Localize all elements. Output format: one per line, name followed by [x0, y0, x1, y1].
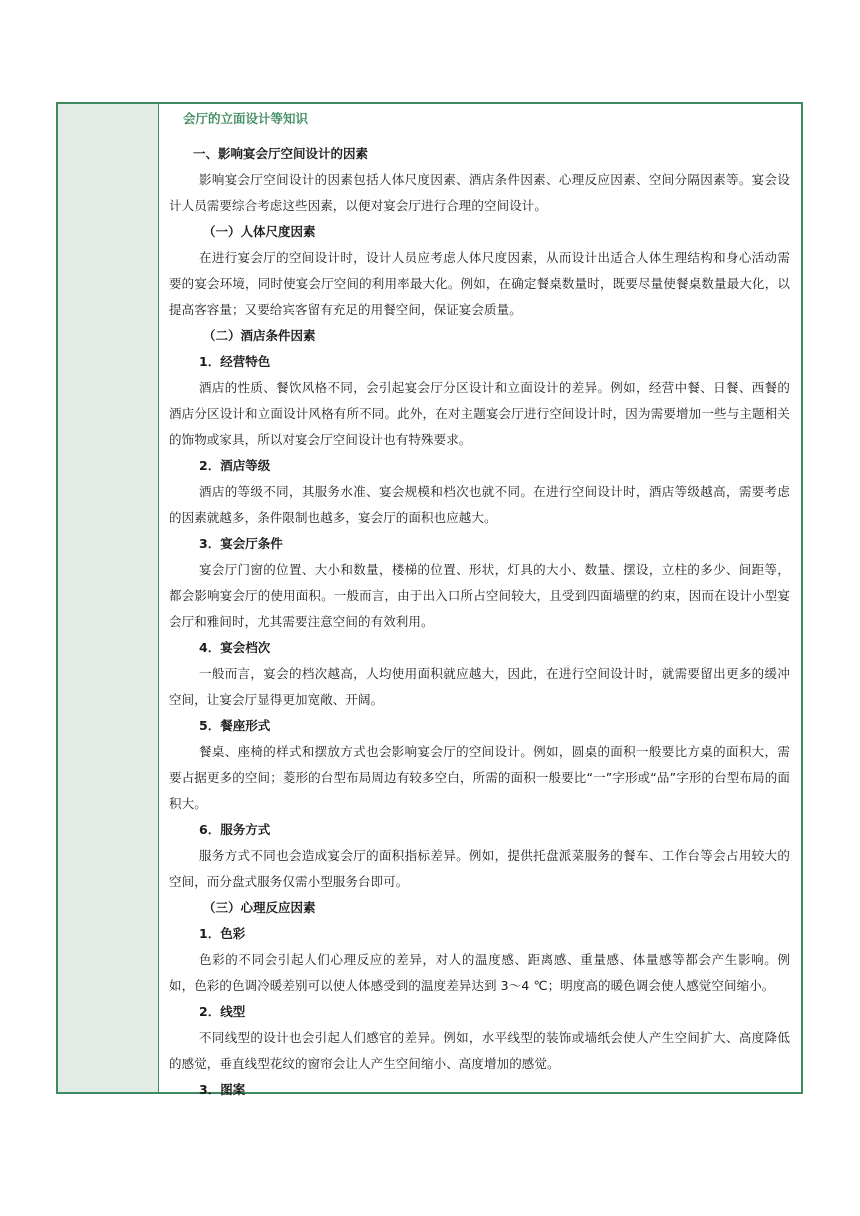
- paragraph: 餐桌、座椅的样式和摆放方式也会影响宴会厅的空间设计。例如，圆桌的面积一般要比方桌的面积大，需要占据更多的空间；菱形的台型布局周边有较多空白，所需的面积一般要比“一”字形或“品”字形的台型布局的面积大。: [169, 744, 790, 811]
- item-heading: 6．服务方式: [199, 822, 271, 837]
- side-column: [58, 104, 159, 1092]
- paragraph: 影响宴会厅空间设计的因素包括人体尺度因素、酒店条件因素、心理反应因素、空间分隔因素等。宴会设计人员需要综合考虑这些因素，以便对宴会厅进行合理的空间设计。: [169, 172, 790, 213]
- document-table: [56, 102, 803, 1097]
- item-heading: 1．经营特色: [199, 354, 271, 369]
- item-heading: 4．宴会档次: [199, 640, 271, 655]
- item-heading: 3．宴会厅条件: [199, 536, 283, 551]
- paragraph: 色彩的不同会引起人们心理反应的差异，对人的温度感、距离感、重量感、体量感等都会产生影响。例如，色彩的色调冷暖差别可以使人体感受到的温度差异达到 3～4 ℃；明度高的暖色调会使人感觉空间缩小。: [169, 952, 790, 993]
- item-heading: 5．餐座形式: [199, 718, 271, 733]
- paragraph: 酒店的性质、餐饮风格不同，会引起宴会厅分区设计和立面设计的差异。例如，经营中餐、日餐、西餐的酒店分区设计和立面设计风格有所不同。此外，在对主题宴会厅进行空间设计时，因为需要增加一些与主题相关的饰物或家具，所以对宴会厅空间设计也有特殊要求。: [169, 380, 790, 447]
- item-heading: 2．线型: [199, 1004, 246, 1019]
- paragraph: 宴会厅门窗的位置、大小和数量，楼梯的位置、形状，灯具的大小、数量、摆设，立柱的多少、间距等，都会影响宴会厅的使用面积。一般而言，由于出入口所占空间较大，且受到四面墙壁的约束，因而在设计小型宴会厅和雅间时，尤其需要注意空间的有效利用。: [169, 562, 790, 629]
- subsection-heading: （二）酒店条件因素: [203, 328, 316, 343]
- subsection-heading: （一）人体尺度因素: [203, 224, 316, 239]
- content-column: [159, 104, 801, 1097]
- item-heading: 2．酒店等级: [199, 458, 271, 473]
- subsection-heading: （三）心理反应因素: [203, 900, 316, 915]
- paragraph: 一般而言，宴会的档次越高，人均使用面积就应越大，因此，在进行空间设计时，就需要留出更多的缓冲空间，让宴会厅显得更加宽敞、开阔。: [169, 666, 790, 707]
- paragraph: 酒店的等级不同，其服务水准、宴会规模和档次也就不同。在进行空间设计时，酒店等级越高，需要考虑的因素就越多，条件限制也越多，宴会厅的面积也应越大。: [169, 484, 790, 525]
- paragraph: 在进行宴会厅的空间设计时，设计人员应考虑人体尺度因素，从而设计出适合人体生理结构和身心活动需要的宴会环境，同时使宴会厅空间的利用率最大化。例如，在确定餐桌数量时，既要尽量使餐桌数量最大化，以提高客容量；又要给宾客留有充足的用餐空间，保证宴会质量。: [169, 250, 790, 317]
- paragraph: 服务方式不同也会造成宴会厅的面积指标差异。例如，提供托盘派菜服务的餐车、工作台等会占用较大的空间，而分盘式服务仅需小型服务台即可。: [169, 848, 790, 889]
- continued-heading: 会厅的立面设计等知识: [183, 111, 309, 126]
- section-heading: 一、影响宴会厅空间设计的因素: [193, 146, 369, 161]
- paragraph: 不同线型的设计也会引起人们感官的差异。例如，水平线型的装饰或墙纸会使人产生空间扩大、高度降低的感觉，垂直线型花纹的窗帘会让人产生空间缩小、高度增加的感觉。: [169, 1030, 790, 1071]
- item-heading: 3．图案: [199, 1082, 246, 1097]
- item-heading: 1．色彩: [199, 926, 246, 941]
